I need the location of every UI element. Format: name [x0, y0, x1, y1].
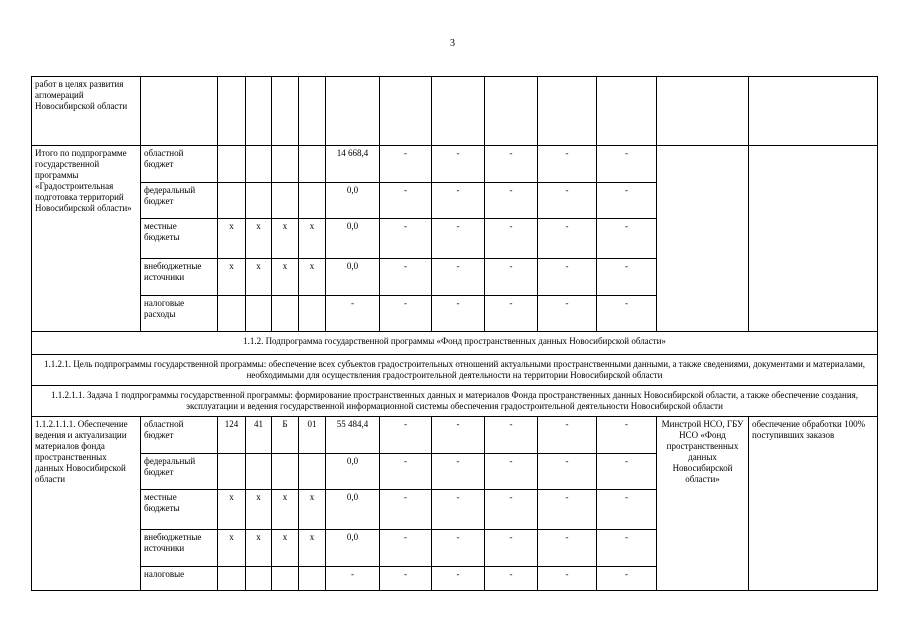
value-cell — [299, 296, 326, 332]
value-cell: - — [538, 417, 597, 454]
value-cell: - — [380, 219, 432, 259]
amount-cell: 55 484,4 — [326, 417, 380, 454]
value-cell: - — [380, 567, 432, 591]
funding-source-cell: внебюджетные источники — [141, 259, 218, 296]
value-cell — [218, 567, 246, 591]
value-cell — [246, 146, 272, 183]
value-cell: - — [538, 454, 597, 490]
value-cell: - — [380, 146, 432, 183]
value-cell — [299, 146, 326, 183]
value-cell: x — [299, 219, 326, 259]
executor-cell — [657, 146, 749, 332]
value-cell: x — [246, 219, 272, 259]
value-cell: - — [432, 530, 485, 567]
value-cell: x — [246, 530, 272, 567]
value-cell: - — [597, 454, 657, 490]
value-cell: x — [218, 259, 246, 296]
funding-source-cell: областной бюджет — [141, 417, 218, 454]
value-cell — [272, 454, 299, 490]
section-row — [32, 332, 878, 355]
value-cell: - — [485, 567, 538, 591]
value-cell: - — [538, 146, 597, 183]
value-cell: - — [597, 417, 657, 454]
value-cell: x — [272, 490, 299, 530]
value-cell: x — [299, 530, 326, 567]
value-cell: x — [218, 490, 246, 530]
value-cell — [272, 183, 299, 219]
value-cell: x — [272, 530, 299, 567]
section-row — [32, 355, 878, 386]
funding-source-cell: налоговые — [141, 567, 218, 591]
value-cell: - — [485, 530, 538, 567]
value-cell — [218, 454, 246, 490]
value-cell: - — [485, 490, 538, 530]
section-headers — [32, 332, 878, 417]
value-cell: - — [432, 454, 485, 490]
value-cell: - — [432, 146, 485, 183]
value-cell: x — [218, 530, 246, 567]
value-cell — [272, 567, 299, 591]
value-cell: - — [380, 454, 432, 490]
funding-source-cell: федеральный бюджет — [141, 183, 218, 219]
subprogram-goal: 1.1.2.1. Цель подпрограммы государственной программы: обеспечение всех субъектов градостроительных отношений актуальными пространственными данными, а также сведениями, документами и материалами, необходимыми для осуществления градостроительной деятельности на территории Новосибирской области — [32, 355, 878, 386]
row-name-cell: 1.1.2.1.1.1. Обеспечение ведения и актуализации материалов фонда пространственных данных Новосибирской области — [32, 417, 141, 591]
table-row — [32, 146, 878, 183]
value-cell: - — [485, 417, 538, 454]
value-cell — [218, 146, 246, 183]
funding-source-cell: внебюджетные источники — [141, 530, 218, 567]
amount-cell: - — [326, 567, 380, 591]
value-cell: x — [272, 219, 299, 259]
value-cell: - — [597, 567, 657, 591]
table-body — [32, 77, 878, 146]
value-cell: 124 — [218, 417, 246, 454]
program-table — [31, 76, 878, 591]
value-cell: - — [380, 417, 432, 454]
value-cell: - — [380, 183, 432, 219]
amount-cell: 0,0 — [326, 219, 380, 259]
value-cell: - — [432, 417, 485, 454]
value-cell: - — [380, 296, 432, 332]
executor-cell: Минстрой НСО, ГБУ НСО «Фонд пространственных данных Новосибирской области» — [657, 417, 749, 591]
value-cell: - — [597, 530, 657, 567]
section-row — [32, 386, 878, 417]
funding-source-cell: областной бюджет — [141, 146, 218, 183]
row-name-cell: работ в целях развития агломераций Новосибирской области — [32, 77, 141, 146]
value-cell — [272, 146, 299, 183]
result-cell — [749, 146, 878, 332]
value-cell: Б — [272, 417, 299, 454]
value-cell — [299, 567, 326, 591]
amount-cell: 0,0 — [326, 530, 380, 567]
value-cell — [246, 183, 272, 219]
value-cell — [246, 567, 272, 591]
value-cell: x — [299, 490, 326, 530]
amount-cell: 0,0 — [326, 490, 380, 530]
value-cell: - — [485, 296, 538, 332]
value-cell: - — [485, 183, 538, 219]
funding-source-cell: налоговые расходы — [141, 296, 218, 332]
funding-source-cell: местные бюджеты — [141, 219, 218, 259]
amount-cell: 0,0 — [326, 454, 380, 490]
value-cell: - — [380, 530, 432, 567]
value-cell: - — [485, 454, 538, 490]
amount-cell: 14 668,4 — [326, 146, 380, 183]
value-cell — [246, 296, 272, 332]
value-cell: - — [597, 490, 657, 530]
value-cell: - — [380, 259, 432, 296]
value-cell: - — [538, 296, 597, 332]
value-cell: - — [485, 146, 538, 183]
value-cell — [299, 454, 326, 490]
value-cell: - — [485, 219, 538, 259]
table-row — [32, 77, 878, 146]
value-cell — [218, 296, 246, 332]
row-name-cell: Итого по подпрограмме государственной программы «Градостроительная подготовка территорий Новосибирской области» — [32, 146, 141, 332]
value-cell: - — [432, 183, 485, 219]
value-cell: x — [272, 259, 299, 296]
funding-source-cell: федеральный бюджет — [141, 454, 218, 490]
block1 — [32, 146, 878, 332]
table-row — [32, 417, 878, 454]
value-cell: - — [432, 259, 485, 296]
subprogram-task: 1.1.2.1.1. Задача 1 подпрограммы государственной программы: формирование пространственных данных и материалов Фонда пространственных данных Новосибирской области, а также обеспечение создания, эксплуатации и ведения государственной информационной системы обеспечения градостроительной деятельности Новосибирской области — [32, 386, 878, 417]
value-cell: - — [485, 259, 538, 296]
block2 — [32, 417, 878, 591]
value-cell: x — [299, 259, 326, 296]
value-cell: - — [597, 296, 657, 332]
amount-cell: 0,0 — [326, 183, 380, 219]
value-cell: - — [432, 567, 485, 591]
value-cell — [299, 183, 326, 219]
value-cell: - — [597, 219, 657, 259]
value-cell: - — [538, 259, 597, 296]
page-number: 3 — [450, 38, 455, 49]
result-cell: обеспечение обработки 100% поступивших заказов — [749, 417, 878, 591]
value-cell: - — [597, 183, 657, 219]
value-cell: 01 — [299, 417, 326, 454]
value-cell: - — [432, 219, 485, 259]
value-cell: 41 — [246, 417, 272, 454]
value-cell: - — [538, 219, 597, 259]
value-cell: x — [246, 490, 272, 530]
amount-cell: - — [326, 296, 380, 332]
value-cell — [218, 183, 246, 219]
amount-cell: 0,0 — [326, 259, 380, 296]
value-cell: - — [380, 490, 432, 530]
value-cell — [246, 454, 272, 490]
value-cell: x — [246, 259, 272, 296]
value-cell: - — [432, 490, 485, 530]
value-cell: - — [538, 530, 597, 567]
value-cell: - — [538, 567, 597, 591]
value-cell: x — [218, 219, 246, 259]
value-cell: - — [597, 259, 657, 296]
value-cell: - — [538, 490, 597, 530]
subprogram-title: 1.1.2. Подпрограмма государственной программы «Фонд пространственных данных Новосибирской области» — [32, 332, 878, 355]
value-cell: - — [432, 296, 485, 332]
value-cell: - — [538, 183, 597, 219]
funding-source-cell: местные бюджеты — [141, 490, 218, 530]
value-cell — [272, 296, 299, 332]
value-cell: - — [597, 146, 657, 183]
